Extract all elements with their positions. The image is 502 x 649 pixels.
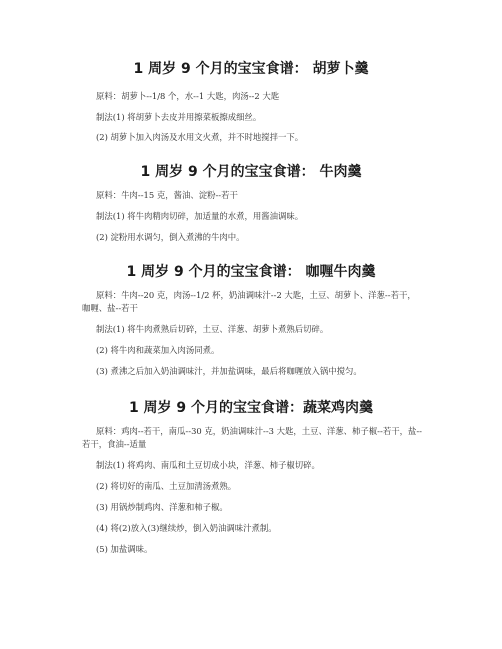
ingredients-line [0,289,502,315]
recipe-title: 1 周岁 9 个月的宝宝食谱： 咖喱牛肉羹 [126,264,376,280]
method-step-1: 制法(1) 将鸡肉、南瓜和土豆切成小块，洋葱、柿子椒切碎。 [96,460,320,470]
ingredients-text: 原料：鸡肉--若干，南瓜--30 克，奶油调味汁--3 大匙，土豆、洋葱、柿子椒--若干，盐--若干，食油--适量 [82,426,422,449]
method-step-2: (2) 胡萝卜加入肉汤及水用文火煮，并不时地搅拌一下。 [96,132,304,142]
method-step-2: (2) 淀粉用水调匀，倒入煮沸的牛肉中。 [96,232,245,242]
method-step-3: (3) 煮沸之后加入奶油调味汁，并加盐调味，最后将咖喱放入锅中搅匀。 [96,366,362,376]
recipe-section-curry-beef [0,263,502,378]
method-step-4: (4) 将(2)放入(3)继续炒，倒入奶油调味汁煮制。 [96,523,277,533]
recipe-section-beef [0,163,502,244]
method-step-1: 制法(1) 将胡萝卜去皮并用擦菜板擦成细丝。 [96,112,262,122]
recipe-section-carrot [0,60,502,144]
recipe-title: 1 周岁 9 个月的宝宝食谱： 胡萝卜羹 [133,61,369,77]
method-step-3: (3) 用锅炒制鸡肉、洋葱和柿子椒。 [96,502,228,512]
method-step-5: (5) 加盐调味。 [96,544,153,554]
recipe-title: 1 周岁 9 个月的宝宝食谱： 牛肉羹 [140,164,362,180]
method-step-1: 制法(1) 将牛肉精肉切碎，加适量的水煮，用酱油调味。 [96,211,304,221]
method-step-2: (2) 将切好的南瓜、土豆加清汤煮熟。 [96,481,237,491]
ingredients-text: 原料：牛肉--20 克，肉汤--1/2 杯，奶油调味汁--2 大匙，土豆、胡萝卜、洋葱--若干，咖喱、盐--若干 [82,290,416,313]
recipe-title: 1 周岁 9 个月的宝宝食谱：蔬菜鸡肉羹 [128,400,374,416]
ingredients-line: 原料：胡萝卜--1/8 个，水--1 大匙，肉汤--2 大匙 [96,91,280,101]
ingredients-line: 原料：牛肉--15 克，酱油、淀粉--若干 [96,190,238,200]
method-step-1: 制法(1) 将牛肉煮熟后切碎，土豆、洋葱、胡萝卜煮熟后切碎。 [96,324,329,334]
recipe-section-vegetable-chicken [0,399,502,556]
method-step-2: (2) 将牛肉和蔬菜加入肉汤同煮。 [96,345,220,355]
ingredients-line [0,425,502,451]
